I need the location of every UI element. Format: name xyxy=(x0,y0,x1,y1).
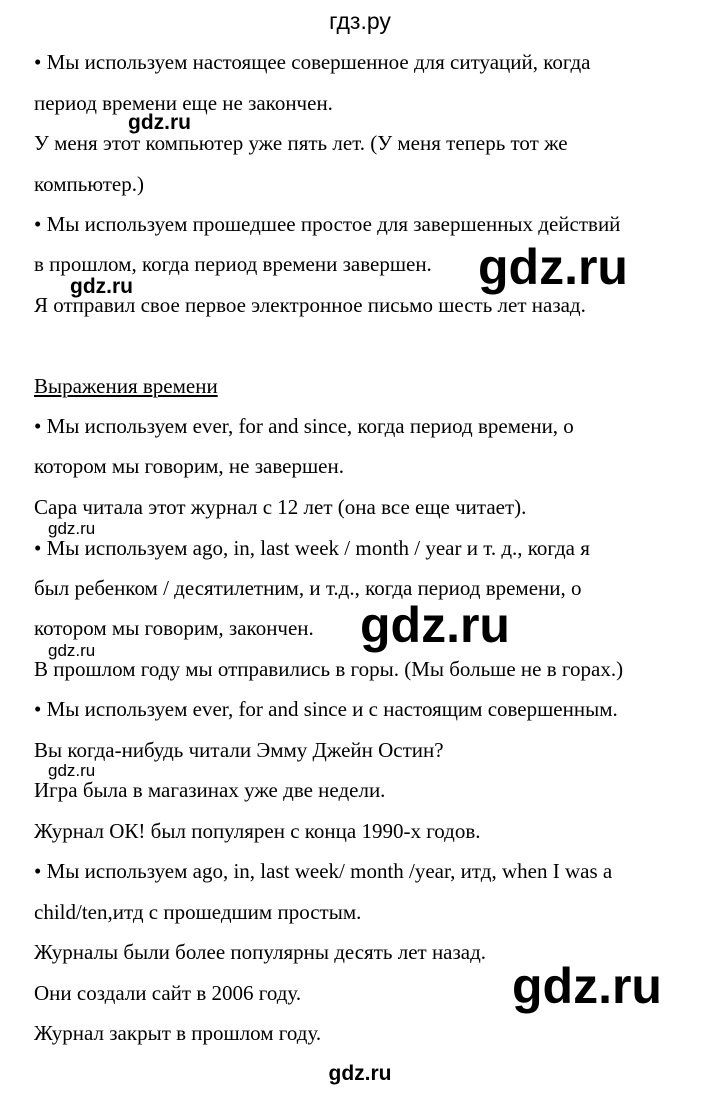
section-heading: Выражения времени xyxy=(34,374,218,398)
text-line: был ребенком / десятилетним, и т.д., когда период времени, о xyxy=(34,576,582,600)
text-line: Журналы были более популярны десять лет назад. xyxy=(34,940,487,964)
text-line: У меня этот компьютер уже пять лет. (У меня теперь тот же xyxy=(34,131,568,155)
text-line: Вы когда-нибудь читали Эмму Джейн Остин? xyxy=(34,738,444,762)
watermark: gdz.ru xyxy=(512,958,662,1014)
text-line: • Мы используем ever, for and since, когда период времени, о xyxy=(34,414,574,438)
text-line: Игра была в магазинах уже две недели. xyxy=(34,778,386,802)
text-line: компьютер.) xyxy=(34,172,144,196)
text-line: child/ten,итд с прошедшим простым. xyxy=(34,900,362,924)
text-line: В прошлом году мы отправились в горы. (Мы больше не в горах.) xyxy=(34,657,624,681)
text-line: Я отправил свое первое электронное письмо шесть лет назад. xyxy=(34,293,586,317)
watermark: gdz.ru xyxy=(48,641,96,660)
text-line: Они создали сайт в 2006 году. xyxy=(34,981,302,1005)
text-line: • Мы используем ago, in, last week/ month /year, итд, when I was a xyxy=(34,859,613,883)
text-line: • Мы используем ever, for and since и с настоящим совершенным. xyxy=(34,697,618,721)
text-line: котором мы говорим, не завершен. xyxy=(34,454,344,478)
text-line: Сара читала этот журнал с 12 лет (она все еще читает). xyxy=(34,495,527,519)
text-line: в прошлом, когда период времени завершен. xyxy=(34,252,432,276)
site-footer: gdz.ru xyxy=(328,1062,392,1085)
text-line: • Мы используем ago, in, last week / month / year и т. д., когда я xyxy=(34,536,590,560)
watermark: gdz.ru xyxy=(360,597,510,653)
watermark: gdz.ru xyxy=(128,111,191,134)
text-line: период времени еще не закончен. xyxy=(34,91,333,115)
watermark: gdz.ru xyxy=(478,239,628,295)
text-line: котором мы говорим, закончен. xyxy=(34,616,314,640)
watermark: gdz.ru xyxy=(48,761,96,780)
watermark: gdz.ru xyxy=(48,519,96,538)
text-line: Журнал ОК! был популярен с конца 1990-х годов. xyxy=(34,819,481,843)
text-line: • Мы используем настоящее совершенное для ситуаций, когда xyxy=(34,50,591,74)
text-line: • Мы используем прошедшее простое для завершенных действий xyxy=(34,212,621,236)
site-header: гдз.ру xyxy=(329,8,391,34)
text-line: Журнал закрыт в прошлом году. xyxy=(34,1021,322,1045)
watermark: gdz.ru xyxy=(70,275,133,298)
